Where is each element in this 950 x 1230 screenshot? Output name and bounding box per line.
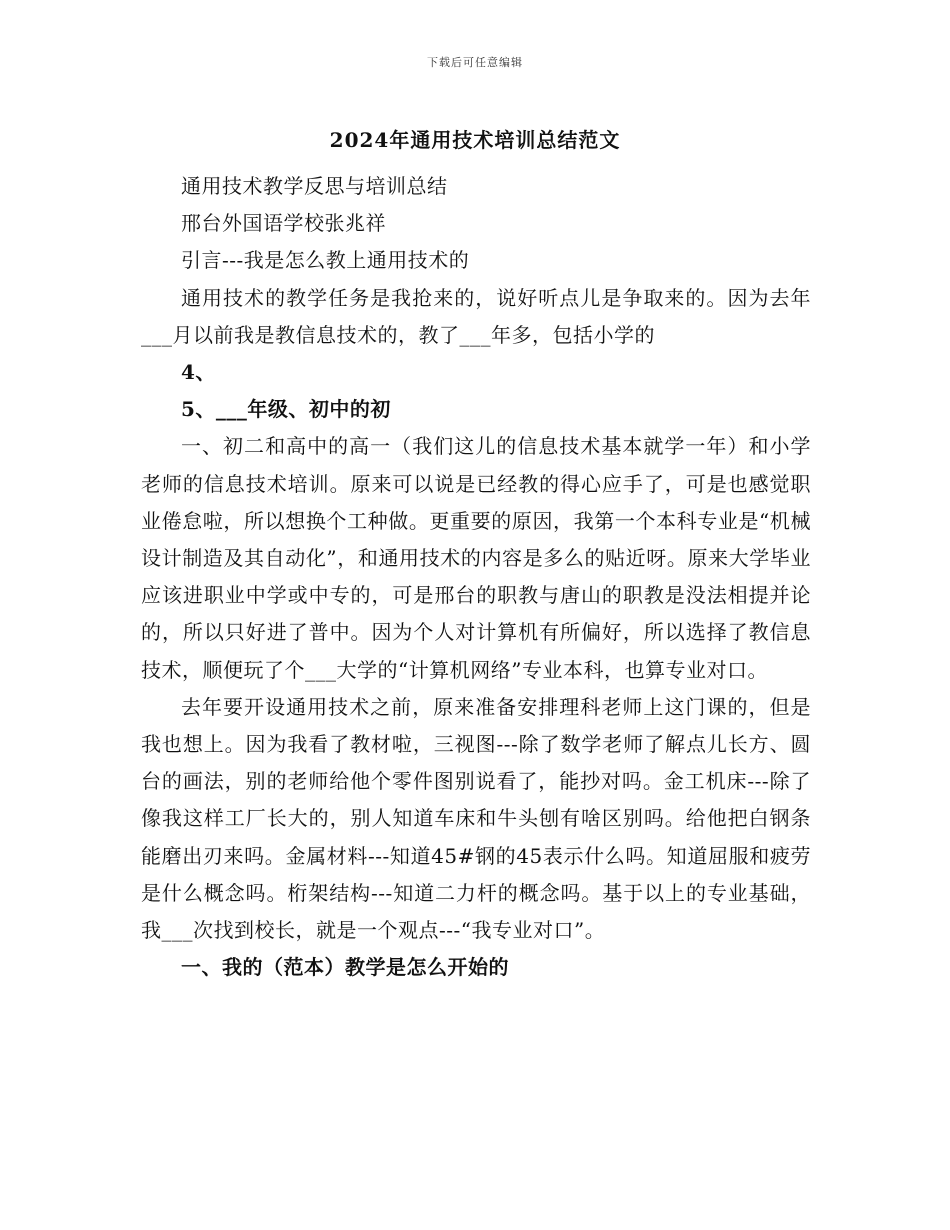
paragraph-intro-heading: 引言---我是怎么教上通用技术的 <box>181 248 470 273</box>
paragraph-subtitle: 通用技术教学反思与培训总结 <box>181 174 448 198</box>
paragraph-list-item: 5、___年级、初中的初 <box>181 397 391 422</box>
section-heading: 一、我的（范本）教学是怎么开始的 <box>181 955 509 980</box>
document-title: 2024年通用技术培训总结范文 <box>329 128 621 152</box>
paragraph-body: 去年要开设通用技术之前，原来准备安排理科老师上这门课的，但是我也想上。因为我看了教材啦，三视图---除了数学老师了解点儿长方、圆台的画法，别的老师给他个零件图别说看了，能抄对吗。金工机床---除了像我这样工厂长大的，别人知道车床和牛头刨有啥区别吗。给他把白钢条能磨出刃来吗。金属材料---知道45#钢的45表示什么吗。知道屈服和疲劳是什么概念吗。桁架结构---知道二力杆的概念吗。基于以上的专业基础，我___次找到校长，就是一个观点---“我专业对口”。 <box>141 694 811 943</box>
paragraph-body: 一、初二和高中的高一（我们这儿的信息技术基本就学一年）和小学老师的信息技术培训。原来可以说是已经教的得心应手了，可是也感觉职业倦怠啦，所以想换个工种做。更重要的原因，我第一个本科专业是“机械设计制造及其自动化”，和通用技术的内容是多么的贴近呀。原来大学毕业应该进职业中学或中专的，可是邢台的职教与唐山的职教是没法相提并论的，所以只好进了普中。因为个人对计算机有所偏好，所以选择了教信息技术，顺便玩了个___大学的“计算机网络”专业本科，也算专业对口。 <box>141 434 811 682</box>
document-body <box>141 168 811 986</box>
header-note: 下载后可任意编辑 <box>427 56 523 69</box>
paragraph-body: 通用技术的教学任务是我抢来的，说好听点儿是争取来的。因为去年___月以前我是教信息技术的，教了___年多，包括小学的 <box>141 285 811 347</box>
paragraph-author: 邢台外国语学校张兆祥 <box>181 211 386 236</box>
paragraph-list-item: 4、 <box>181 360 216 385</box>
